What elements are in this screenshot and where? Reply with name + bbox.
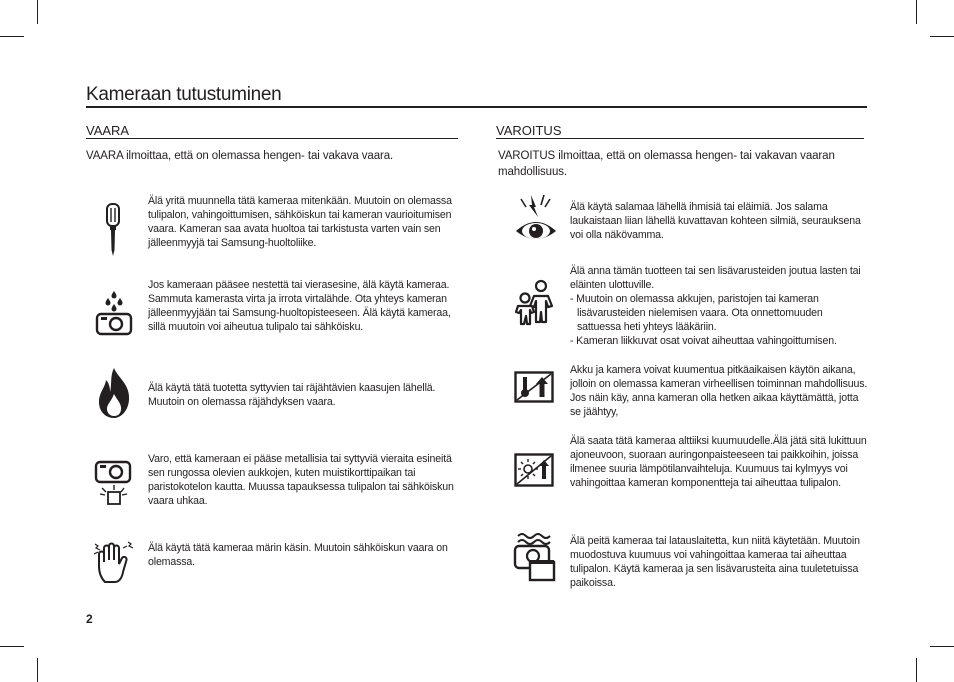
warning-item: Akku ja kamera voivat kuumentua pitkäaikaisen käytön aikana, jolloin on olemassa kameran virheellisen toiminnan mahdollisuus. Jos näin käy, anna kameran olla hetken aikaa käyttämättä, jotta se jäähtyy,: [570, 364, 868, 418]
danger-item: Älä yritä muunnella tätä kameraa mitenkään. Muutoin on olemassa tulipalon, vahingoittumisen, sähköiskun tai kameran vaurioitumisen vaara. Kameran saa avata huoltoa tai tarkistusta varten vain sen jälleenmyyjä tai Samsung-huoltoliike.: [148, 195, 452, 249]
danger-intro: VAARA ilmoittaa, että on olemassa hengen- tai vakava vaara.: [86, 150, 394, 162]
crop-mark: [37, 0, 38, 24]
warning-heading: VAROITUS: [496, 123, 864, 139]
camera-metal-object-icon: [94, 460, 134, 510]
crop-mark: [37, 658, 38, 682]
children-icon: [512, 278, 558, 326]
crop-mark: [0, 646, 24, 647]
crop-mark: [916, 0, 917, 24]
warning-bullet: - Muutoin on olemassa akkujen, paristojen tai kameran lisävarusteiden nielemisen vaara. Ota onnettomuuden sattuessa heti yhteys lääkäriin.: [570, 292, 868, 334]
warning-item: Älä saata tätä kameraa alttiiksi kuumuudelle.Älä jätä sitä lukittuun ajoneuvoon, suoraan auringonpaisteeseen tai paikkoihin, joissa ilmenee suuria lämpötilanvaihteluja. Kuumuus tai kylmyys voi vahingoittaa kameran komponentteja tai aiheuttaa tulipalon.: [570, 435, 867, 489]
danger-item: Älä käytä tätä kameraa märin käsin. Muutoin sähköiskun vaara on olemassa.: [148, 542, 448, 568]
covered-camera-icon: [512, 530, 556, 582]
danger-item: Jos kameraan pääsee nestettä tai vierasesine, älä käytä kameraa. Sammuta kamerasta virta ja irrota virtalähde. Ota yhteys kameran jälleenmyyjään tai Samsung-huoltopisteeseen. Älä käytä kameraa, sillä muutoin voi aiheutua tulipalo tai sähköisku.: [148, 279, 451, 333]
warning-intro: VAROITUS ilmoittaa, että on olemassa hengen- tai vakavan vaaran mahdollisuus.: [498, 150, 835, 178]
warning-item: Älä käytä salamaa lähellä ihmisiä tai eläimiä. Jos salama laukaistaan liian lähellä kuvattavan kohteen silmiä, seurauksena voi olla näkövamma.: [570, 201, 861, 241]
sun-heat-icon: [514, 453, 554, 487]
warning-bullet: - Kameran liikkuvat osat voivat aiheuttaa vahingoittumisen.: [570, 334, 868, 348]
wet-hand-icon: [93, 538, 135, 584]
screwdriver-icon: [100, 200, 126, 260]
crop-mark: [930, 646, 954, 647]
flame-icon: [96, 366, 132, 420]
danger-item: Varo, että kameraan ei pääse metallisia tai syttyviä vieraita esineitä sen rungossa olevien aukkojen, kuten muistikorttipaikan tai paristokotelon kautta. Muussa tapauksessa tulipalon tai sähköiskun vaara uhkaa.: [148, 453, 454, 507]
crop-mark: [930, 36, 954, 37]
danger-heading: VAARA: [86, 123, 458, 139]
warning-item: Älä anna tämän tuotteen tai sen lisävarusteiden joutua lasten tai eläinten ulottuville. - Muutoin on olemassa akkujen, paristojen tai kameran lisävarusteiden nielemisen vaara. Ota onnettomuuden sattuessa heti yhteys lääkäriin. - Kameran liikkuvat osat voivat aiheuttaa vahingoittumisen.: [570, 264, 868, 348]
danger-item: Älä käytä tätä tuotetta syttyvien tai räjähtävien kaasujen lähellä. Muutoin on olemassa räjähdyksen vaara.: [148, 382, 436, 408]
liquid-camera-icon: [94, 290, 134, 336]
hot-battery-icon: [514, 371, 554, 403]
flash-eye-icon: [514, 193, 558, 243]
crop-mark: [916, 658, 917, 682]
page-number: 2: [86, 612, 93, 626]
crop-mark: [0, 36, 24, 37]
warning-item: Älä peitä kameraa tai latauslaitetta, kun niitä käytetään. Muutoin muodostuva kuumuus voi vahingoittaa kameraa tai aiheuttaa tulipalon. Käytä kameraa ja sen lisävarusteita aina tuuletetuissa paikoissa.: [570, 535, 860, 589]
page-title: Kameraan tutustuminen: [86, 84, 867, 108]
